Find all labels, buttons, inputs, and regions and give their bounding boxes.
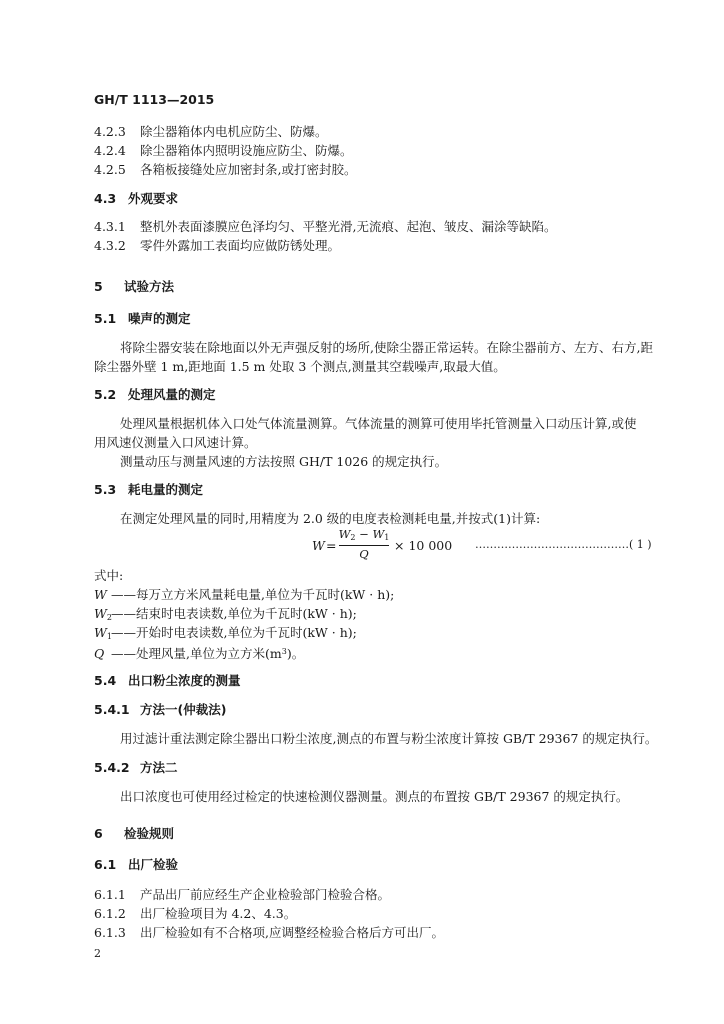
list-item: 4.2.4 除尘器箱体内照明设施应防尘、防爆。 <box>94 143 353 158</box>
list-item: 6.1.1 产品出厂前应经生产企业检验部门检验合格。 <box>94 887 391 902</box>
section-heading-5-3: 5.3 耗电量的测定 <box>94 482 204 497</box>
paragraph-line: 除尘器外壁 1 m,距地面 1.5 m 处取 3 个测点,测量其空载噪声,取最大值。 <box>94 359 506 374</box>
list-item: 6.1.3 出厂检验如有不合格项,应调整经检验合格后方可出厂。 <box>94 925 444 940</box>
formula-multiplier: × 10 000 <box>394 538 453 553</box>
section-heading-5-4-1: 5.4.1 方法一(仲裁法) <box>94 702 227 717</box>
paragraph-line: 用过滤计重法测定除尘器出口粉尘浓度,测点的布置与粉尘浓度计算按 GB/T 29367 的规定执行。 <box>120 731 658 746</box>
paragraph-line: 用风速仪测量入口风速计算。 <box>94 435 257 450</box>
equation-number: ……………………………………( 1 ) <box>475 538 652 551</box>
list-item: 4.3.2 零件外露加工表面均应做防锈处理。 <box>94 238 341 253</box>
section-heading-6-1: 6.1 出厂检验 <box>94 857 179 872</box>
list-item: 4.3.1 整机外表面漆膜应色泽均匀、平整光滑,无流痕、起泡、皱皮、漏涂等缺陷。 <box>94 219 557 234</box>
standard-id: GH/T 1113—2015 <box>94 92 215 107</box>
paragraph-line: 在测定处理风量的同时,用精度为 2.0 级的电度表检测耗电量,并按式(1)计算: <box>120 511 541 526</box>
paragraph-line: 将除尘器安装在除地面以外无声强反射的场所,使除尘器正常运转。在除尘器前方、左方、右方,距 <box>120 340 653 355</box>
formula-lhs: W <box>312 538 325 553</box>
fraction-bar <box>339 545 389 546</box>
formula-numerator: $W_2 - W_1$ <box>338 527 390 542</box>
section-heading-4-3: 4.3 外观要求 <box>94 191 179 206</box>
definition-item: $W_2——$结束时电表读数,单位为千瓦时(kW · h); <box>94 606 357 622</box>
page-number: 2 <box>94 947 101 960</box>
section-heading-5-4: 5.4 出口粉尘浓度的测量 <box>94 673 241 688</box>
list-item: 6.1.2 出厂检验项目为 4.2、4.3。 <box>94 906 297 921</box>
definition-item: Q ——处理风量,单位为立方米$(m^3)$。 <box>94 646 305 661</box>
section-heading-5-4-2: 5.4.2 方法二 <box>94 760 178 775</box>
paragraph-line: 出口浓度也可使用经过检定的快速检测仪器测量。测点的布置按 GB/T 29367 的规定执行。 <box>120 789 629 804</box>
formula-denominator: Q <box>359 547 369 561</box>
where-intro: 式中: <box>94 568 124 583</box>
section-heading-6: 6 检验规则 <box>94 826 175 841</box>
section-heading-5: 5 试验方法 <box>94 279 175 294</box>
list-item: 4.2.5 各箱板接缝处应加密封条,或打密封胶。 <box>94 162 357 177</box>
paragraph-line: 测量动压与测量风速的方法按照 GH/T 1026 的规定执行。 <box>120 454 448 469</box>
definition-item: W ——每万立方米风量耗电量,单位为千瓦时(kW · h); <box>94 587 395 602</box>
formula-equals: = <box>326 538 337 553</box>
section-heading-5-1: 5.1 噪声的测定 <box>94 311 191 326</box>
paragraph-line: 处理风量根据机体入口处气体流量测算。气体流量的测算可使用毕托管测量入口动压计算,或使 <box>120 416 637 431</box>
definition-item: $W_1——$开始时电表读数,单位为千瓦时(kW · h); <box>94 625 357 641</box>
section-heading-5-2: 5.2 处理风量的测定 <box>94 387 216 402</box>
list-item: 4.2.3 除尘器箱体内电机应防尘、防爆。 <box>94 124 328 139</box>
